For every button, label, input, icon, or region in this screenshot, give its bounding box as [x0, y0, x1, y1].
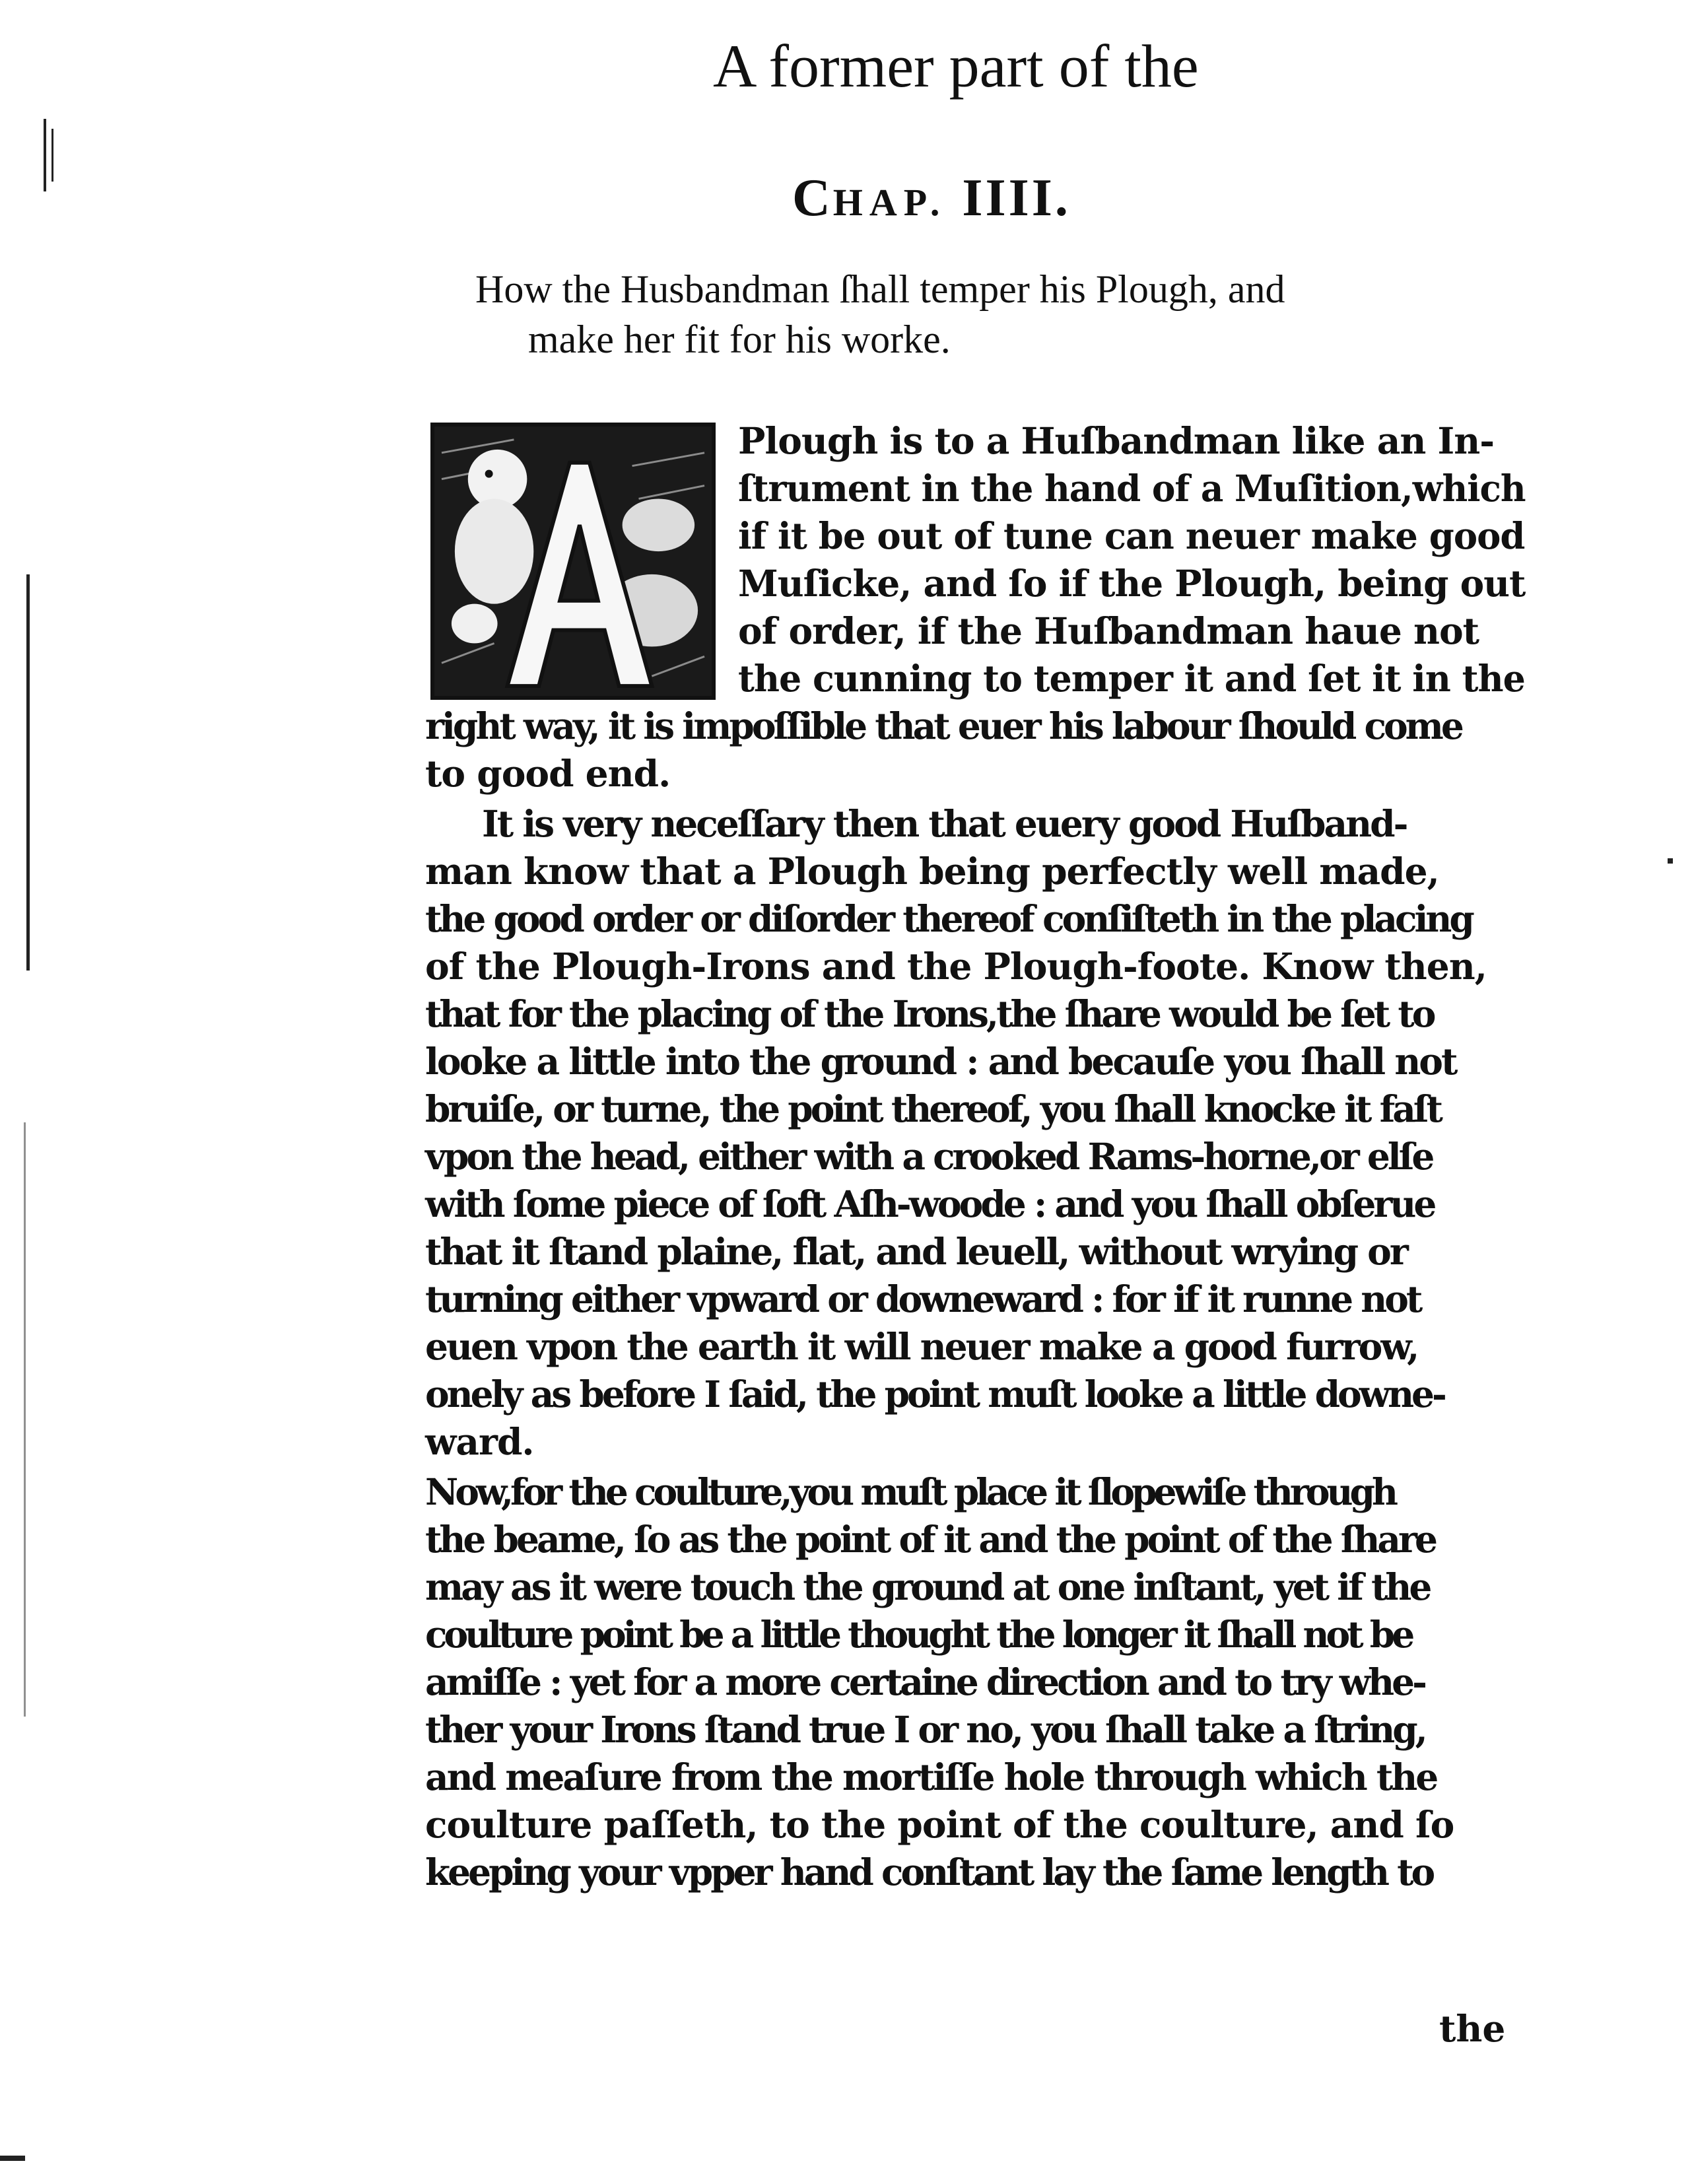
text-line: that it ſtand plaine, flat, and leuell, without wrying or — [425, 1230, 1407, 1273]
text-line: ther your Irons ſtand true I or no, you ſhall take a ſtring, — [425, 1708, 1425, 1751]
text-line: that for the placing of the Irons,the ſhare would be ſet to — [425, 992, 1434, 1035]
running-head: A former part of the — [713, 32, 1199, 100]
text-line: of the Plough-Irons and the Plough-foote. Know then, — [425, 945, 1487, 988]
text-line: ſtrument in the hand of a Muſition,which — [738, 467, 1526, 510]
text-line: man know that a Plough being perfectly well made, — [425, 850, 1439, 893]
text-line: looke a little into the ground : and becauſe you ſhall not — [425, 1040, 1456, 1083]
text-line: the cunning to temper it and ſet it in the — [738, 657, 1525, 700]
text-line: keeping your vpper hand conſtant lay the ſame length to — [425, 1851, 1433, 1894]
text-line: if it be out of tune can neuer make good — [738, 514, 1525, 557]
text-line: Now,for the coulture,you muſt place it ſlopewiſe through — [425, 1470, 1395, 1513]
summary-line: How the Husbandman ſhall temper his Plough, and — [475, 267, 1285, 311]
text-line: ward. — [425, 1420, 534, 1463]
chapter-numeral: IIII. — [962, 169, 1071, 227]
text-line: to good end. — [425, 752, 671, 795]
summary-line: make her fit for his worke. — [528, 318, 951, 361]
chapter-label-cap: C — [792, 169, 833, 227]
text-line: and meaſure from the mortiſſe hole through which the — [425, 1756, 1437, 1798]
text-line: Plough is to a Huſbandman like an In- — [738, 419, 1495, 462]
text-line: vpon the head, either with a crooked Rams-horne,or elſe — [425, 1135, 1433, 1178]
text-line: the beame, ſo as the point of it and the point of the ſhare — [425, 1518, 1436, 1561]
text-line: It is very neceſſary then that euery good Huſband- — [482, 802, 1407, 845]
text-line: with ſome piece of ſoft Aſh-woode : and you ſhall obſerue — [425, 1182, 1435, 1225]
chapter-label-small: HAP. — [832, 181, 947, 224]
text-line: amiſſe : yet for a more certaine direction and to try whe- — [425, 1660, 1425, 1703]
text-line: euen vpon the earth it will neuer make a good furrow, — [425, 1325, 1418, 1368]
text-line: onely as before I ſaid, the point muſt looke a little downe- — [425, 1373, 1444, 1416]
catchword: the — [1439, 2007, 1506, 2050]
text-line: bruiſe, or turne, the point thereof, you ſhall knocke it faſt — [425, 1087, 1440, 1130]
text-line: may as it were touch the ground at one inſtant, yet if the — [425, 1565, 1430, 1608]
text-line: right way, it is impoſſible that euer his labour ſhould come — [425, 704, 1462, 747]
text-line: coulture paſſeth, to the point of the coulture, and ſo — [425, 1803, 1454, 1846]
text-line: the good order or diſorder thereof conſiſteth in the placing — [425, 897, 1472, 940]
text-line: turning either vpward or downeward : for if it runne not — [425, 1278, 1421, 1320]
initial-letter: A — [575, 688, 576, 689]
text-line: of order, if the Huſbandman haue not — [738, 609, 1479, 652]
text-line: Muſicke, and ſo if the Plough, being out — [738, 562, 1526, 605]
text-line: coulture point be a little thought the longer it ſhall not be — [425, 1613, 1412, 1656]
